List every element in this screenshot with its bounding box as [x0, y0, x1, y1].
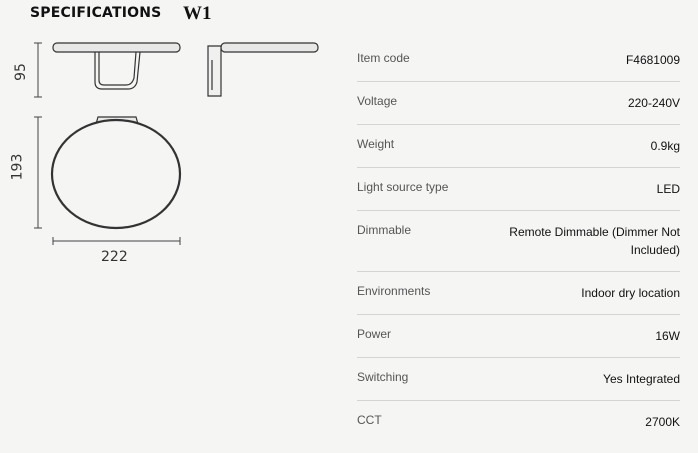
spec-row-switching — [357, 358, 680, 401]
spec-value: 16W — [655, 329, 680, 343]
spec-row-cct — [357, 401, 680, 444]
spec-value: 220-240V — [627, 96, 680, 110]
dimension-95-label: 95 — [12, 63, 29, 81]
spec-label: Power — [357, 327, 392, 341]
spec-value: LED — [656, 182, 680, 196]
page-title: SPECIFICATIONS — [30, 5, 162, 21]
spec-value: F4681009 — [625, 53, 680, 67]
spec-row-weight — [357, 125, 680, 168]
spec-row-light-source — [357, 168, 680, 211]
spec-label: Voltage — [357, 94, 398, 108]
dimension-193-line — [34, 117, 42, 228]
dimension-222-label: 222 — [101, 249, 128, 265]
spec-label: Light source type — [357, 180, 449, 194]
top-view-fixture — [53, 43, 180, 89]
spec-row-dimmable — [357, 211, 680, 272]
spec-value: Yes Integrated — [603, 372, 680, 386]
dimension-193-label: 193 — [9, 153, 26, 181]
spec-label: Switching — [357, 370, 409, 384]
spec-value: Remote Dimmable (Dimmer Not Included) — [509, 225, 680, 257]
dimension-222-line — [53, 237, 180, 245]
spec-label: Weight — [357, 137, 395, 151]
spec-row-power — [357, 315, 680, 358]
spec-label: Item code — [357, 51, 410, 65]
model-name: W1 — [183, 3, 212, 24]
front-view-fixture — [52, 117, 180, 228]
spec-row-environments — [357, 272, 680, 315]
spec-label: Environments — [357, 284, 431, 298]
technical-drawing — [0, 0, 345, 280]
spec-label: Dimmable — [357, 223, 412, 237]
spec-value: Indoor dry location — [581, 286, 680, 300]
spec-row-item-code — [357, 39, 680, 82]
spec-row-voltage — [357, 82, 680, 125]
spec-value: 2700K — [645, 415, 680, 429]
spec-value: 0.9kg — [650, 139, 680, 153]
dimension-95-line — [34, 43, 42, 97]
side-view-fixture — [208, 43, 318, 96]
spec-label: CCT — [357, 413, 382, 427]
specs-table — [357, 39, 680, 444]
